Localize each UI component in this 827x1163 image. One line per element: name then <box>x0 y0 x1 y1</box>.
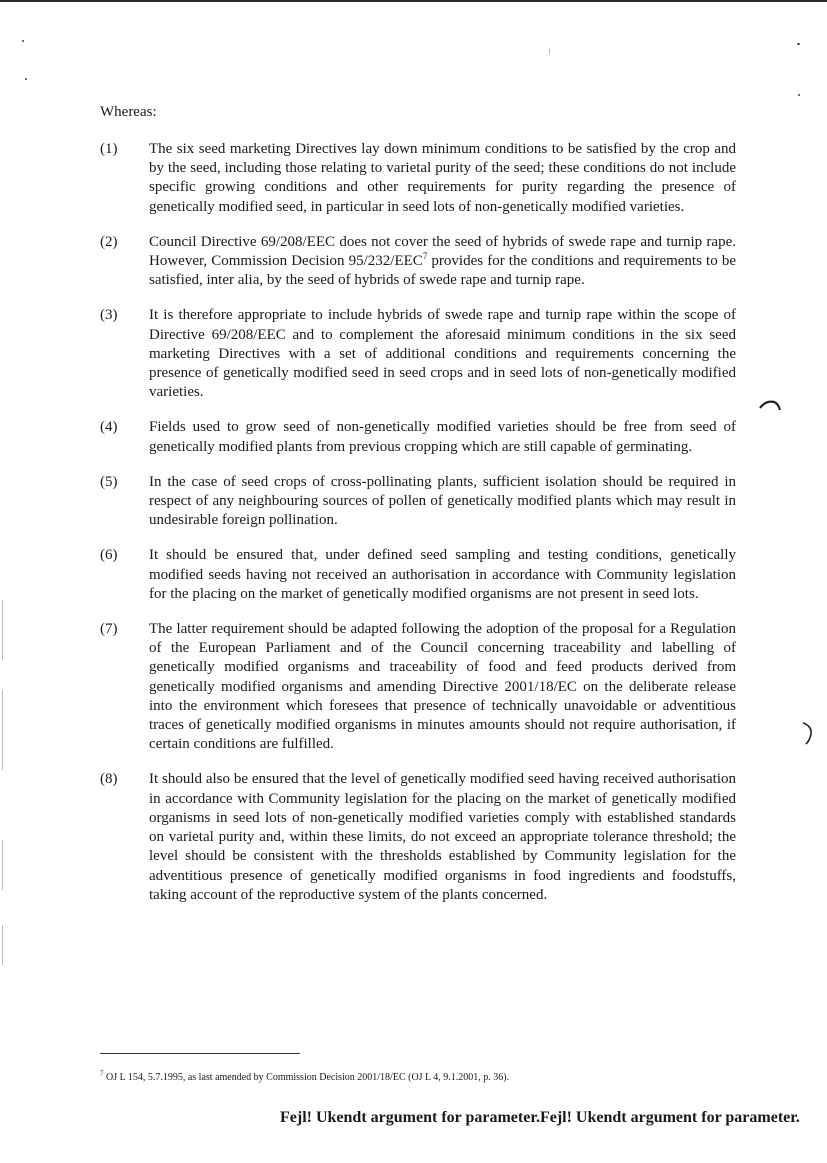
recital-text: The latter requirement should be adapted following the adoption of the proposal for a Regulation of the European Parliament and of the Council concerning traceability and labelling of genetically modified organisms and traceability of food and feed products derived from genetically modified organisms and amending Directive 2001/18/EC on the deliberate release into the environment which foresees that presence of technically unavoidable or adventitious traces of genetically modified organisms in minutes amounts should not require authorisation, if certain conditions are fulfilled. <box>149 621 736 753</box>
recital-text: In the case of seed crops of cross-pollinating plants, sufficient isolation should be required in respect of any neighbouring sources of pollen of genetically modified plants which may result in undesirable foreign pollination. <box>149 473 736 529</box>
footnote-marker: 7 <box>100 1069 104 1078</box>
scan-speck <box>22 40 24 42</box>
scan-speck <box>797 43 800 45</box>
page-footer: Fejl! Ukendt argument for parameter.Fejl! Ukendt argument for parameter. <box>280 1109 800 1126</box>
recital-text <box>149 233 736 291</box>
recital-7 <box>100 620 736 754</box>
scan-margin-line <box>2 600 3 660</box>
footnote-separator <box>100 1053 300 1054</box>
recital-4 <box>100 418 736 456</box>
recital-number: (1) <box>100 141 118 157</box>
document-body <box>100 103 736 921</box>
recital-text-before-ref: Council Directive 69/208/EEC does not cover the seed of hybrids of swede rape and turnip rape. However, Commission Decision 95/232/EEC <box>149 233 736 270</box>
recital-number: (7) <box>100 621 118 638</box>
recital-number: (8) <box>100 771 118 788</box>
top-border-rule <box>0 0 827 2</box>
footnote-text: OJ L 154, 5.7.1995, as last amended by Commission Decision 2001/18/EC (OJ L 4, 9.1.2001, p. 36). <box>103 1072 510 1083</box>
scan-speck <box>549 47 550 55</box>
recital-3 <box>100 306 736 402</box>
recital-number: (6) <box>100 547 118 564</box>
recital-1 <box>100 140 736 217</box>
recital-text: Fields used to grow seed of non-genetically modified varieties should be free from seed of genetically modified plants from previous cropping which are still capable of germinating. <box>149 419 736 455</box>
recital-text-after-ref: provides for the conditions and requirements to be satisfied, inter alia, by the seed of hybrids of swede rape and turnip rape. <box>149 253 736 289</box>
footnote <box>100 1071 509 1084</box>
intro-text: Whereas: <box>100 104 157 120</box>
scan-margin-line <box>2 840 3 890</box>
recital-5 <box>100 473 736 531</box>
recital-2 <box>100 233 736 291</box>
recital-8 <box>100 770 736 904</box>
scan-margin-line <box>2 690 3 770</box>
scan-speck <box>25 78 27 80</box>
scan-mark <box>800 720 816 746</box>
footnote-reference: 7 <box>422 251 428 262</box>
recital-6 <box>100 546 736 604</box>
recital-text: It is therefore appropriate to include hybrids of swede rape and turnip rape within the scope of Directive 69/208/EEC and to complement the aforesaid minimum conditions in the six seed marketing Directives with a set of additional conditions and requirements concerning the presence of genetically modified seed in seed crops and in seed lots of non-genetically modified varieties. <box>149 307 736 401</box>
scan-speck <box>798 94 800 96</box>
recital-number: (3) <box>100 307 118 324</box>
recital-number: (2) <box>100 233 118 250</box>
scan-mark <box>758 398 784 414</box>
recital-number: (4) <box>100 419 118 436</box>
scan-margin-line <box>2 925 3 965</box>
recital-number: (5) <box>100 473 118 490</box>
recital-text: The six seed marketing Directives lay down minimum conditions to be satisfied by the crop and by the seed, including those relating to varietal purity of the seed; these conditions do not include specific growing conditions and other requirements for purity regarding the presence of genetically modified seed, in particular in seed lots of non-genetically modified varieties. <box>149 141 736 215</box>
recital-text: It should also be ensured that the level of genetically modified seed having received authorisation in accordance with Community legislation for the placing on the market of genetically modified organisms in seed lots of non-genetically modified varieties comply with established standards on varietal purity and, within these limits, do not exceed an appropriate tolerance threshold; the level should be consistent with the thresholds established by Community legislation for the adventitious presence of genetically modified organisms in food ingredients and foodstuffs, taking account of the reproductive system of the plants concerned. <box>149 771 736 903</box>
recital-text: It should be ensured that, under defined seed sampling and testing conditions, genetically modified seeds having not received an authorisation in accordance with Community legislation for the placing on the market of genetically modified organisms are not present in seed lots. <box>149 547 736 602</box>
